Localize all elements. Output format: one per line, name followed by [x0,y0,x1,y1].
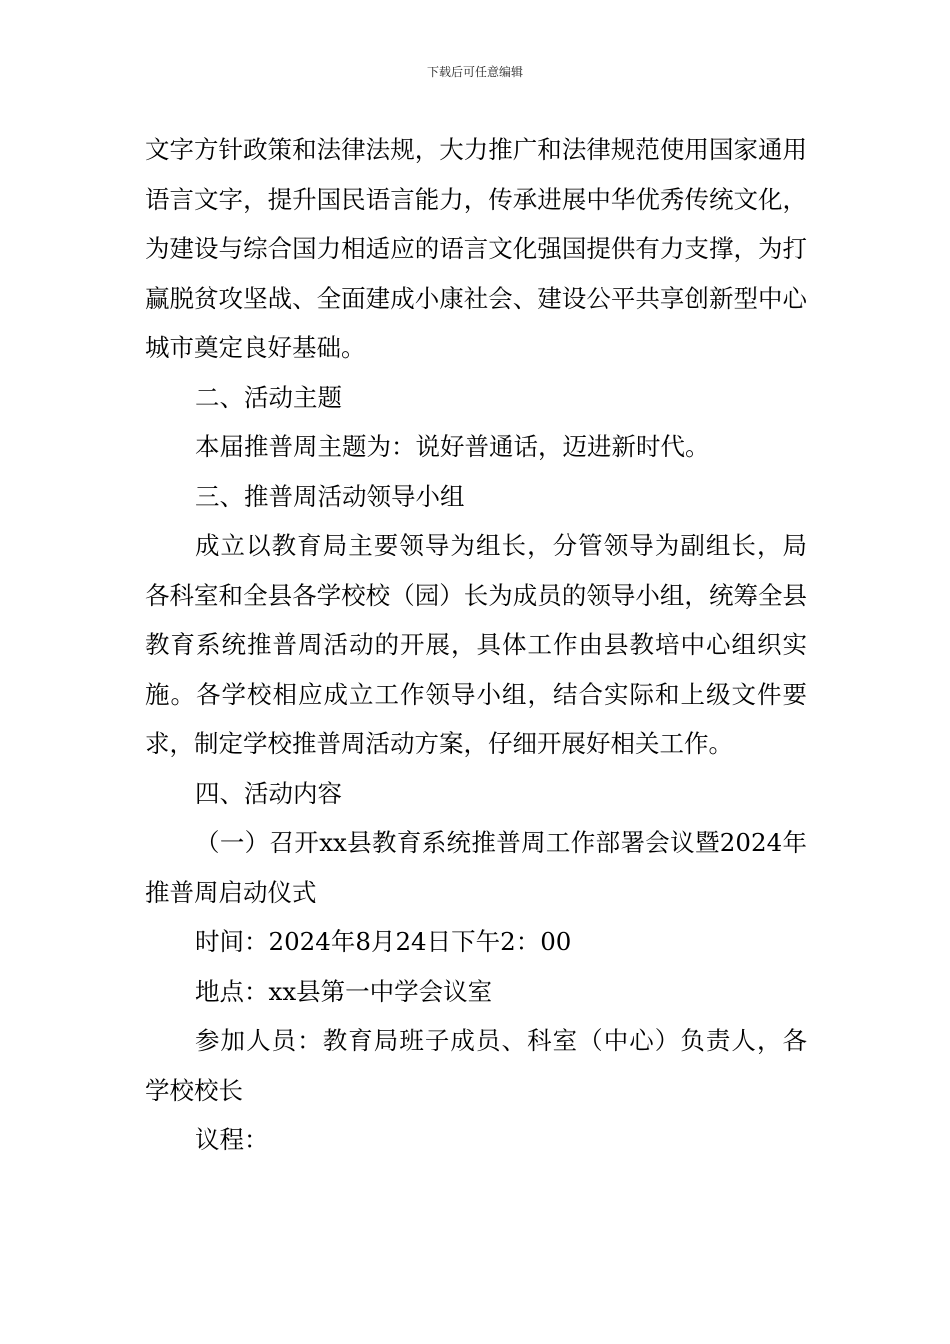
paragraph-leadership-group: 成立以教育局主要领导为组长，分管领导为副组长，局各科室和全县各学校校（园）长为成员的领导小组，统筹全县教育系统推普周活动的开展，具体工作由县教培中心组织实施。各学校相应成立工作领导小组，结合实际和上级文件要求，制定学校推普周活动方案，仔细开展好相关工作。 [145,531,807,758]
subheading-launch-meeting: （一）召开xx县教育系统推普周工作部署会议暨2024年推普周启动仪式 [145,828,807,907]
page-header: 下载后可任意编辑 [426,65,523,79]
paragraph-location: 地点：xx县第一中学会议室 [195,976,493,1006]
paragraph-intro-continuation: 文字方针政策和法律法规，大力推广和法律规范使用国家通用语言文字，提升国民语言能力，传承进展中华优秀传统文化，为建设与综合国力相适应的语言文化强国提供有力支撑，为打赢脱贫攻坚战、全面建成小康社会、建设公平共享创新型中心城市奠定良好基础。 [145,135,807,362]
paragraph-time: 时间：2024年8月24日下午2：00 [195,927,572,956]
document-body [145,125,807,1165]
heading-activity-theme: 二、活动主题 [195,382,342,412]
paragraph-agenda: 议程： [195,1125,269,1154]
paragraph-theme: 本届推普周主题为：说好普通话，迈进新时代。 [195,432,710,461]
paragraph-participants: 参加人员：教育局班子成员、科室（中心）负责人，各学校校长 [145,1026,807,1105]
heading-leadership-group: 三、推普周活动领导小组 [195,481,465,511]
heading-activity-content: 四、活动内容 [195,778,342,808]
